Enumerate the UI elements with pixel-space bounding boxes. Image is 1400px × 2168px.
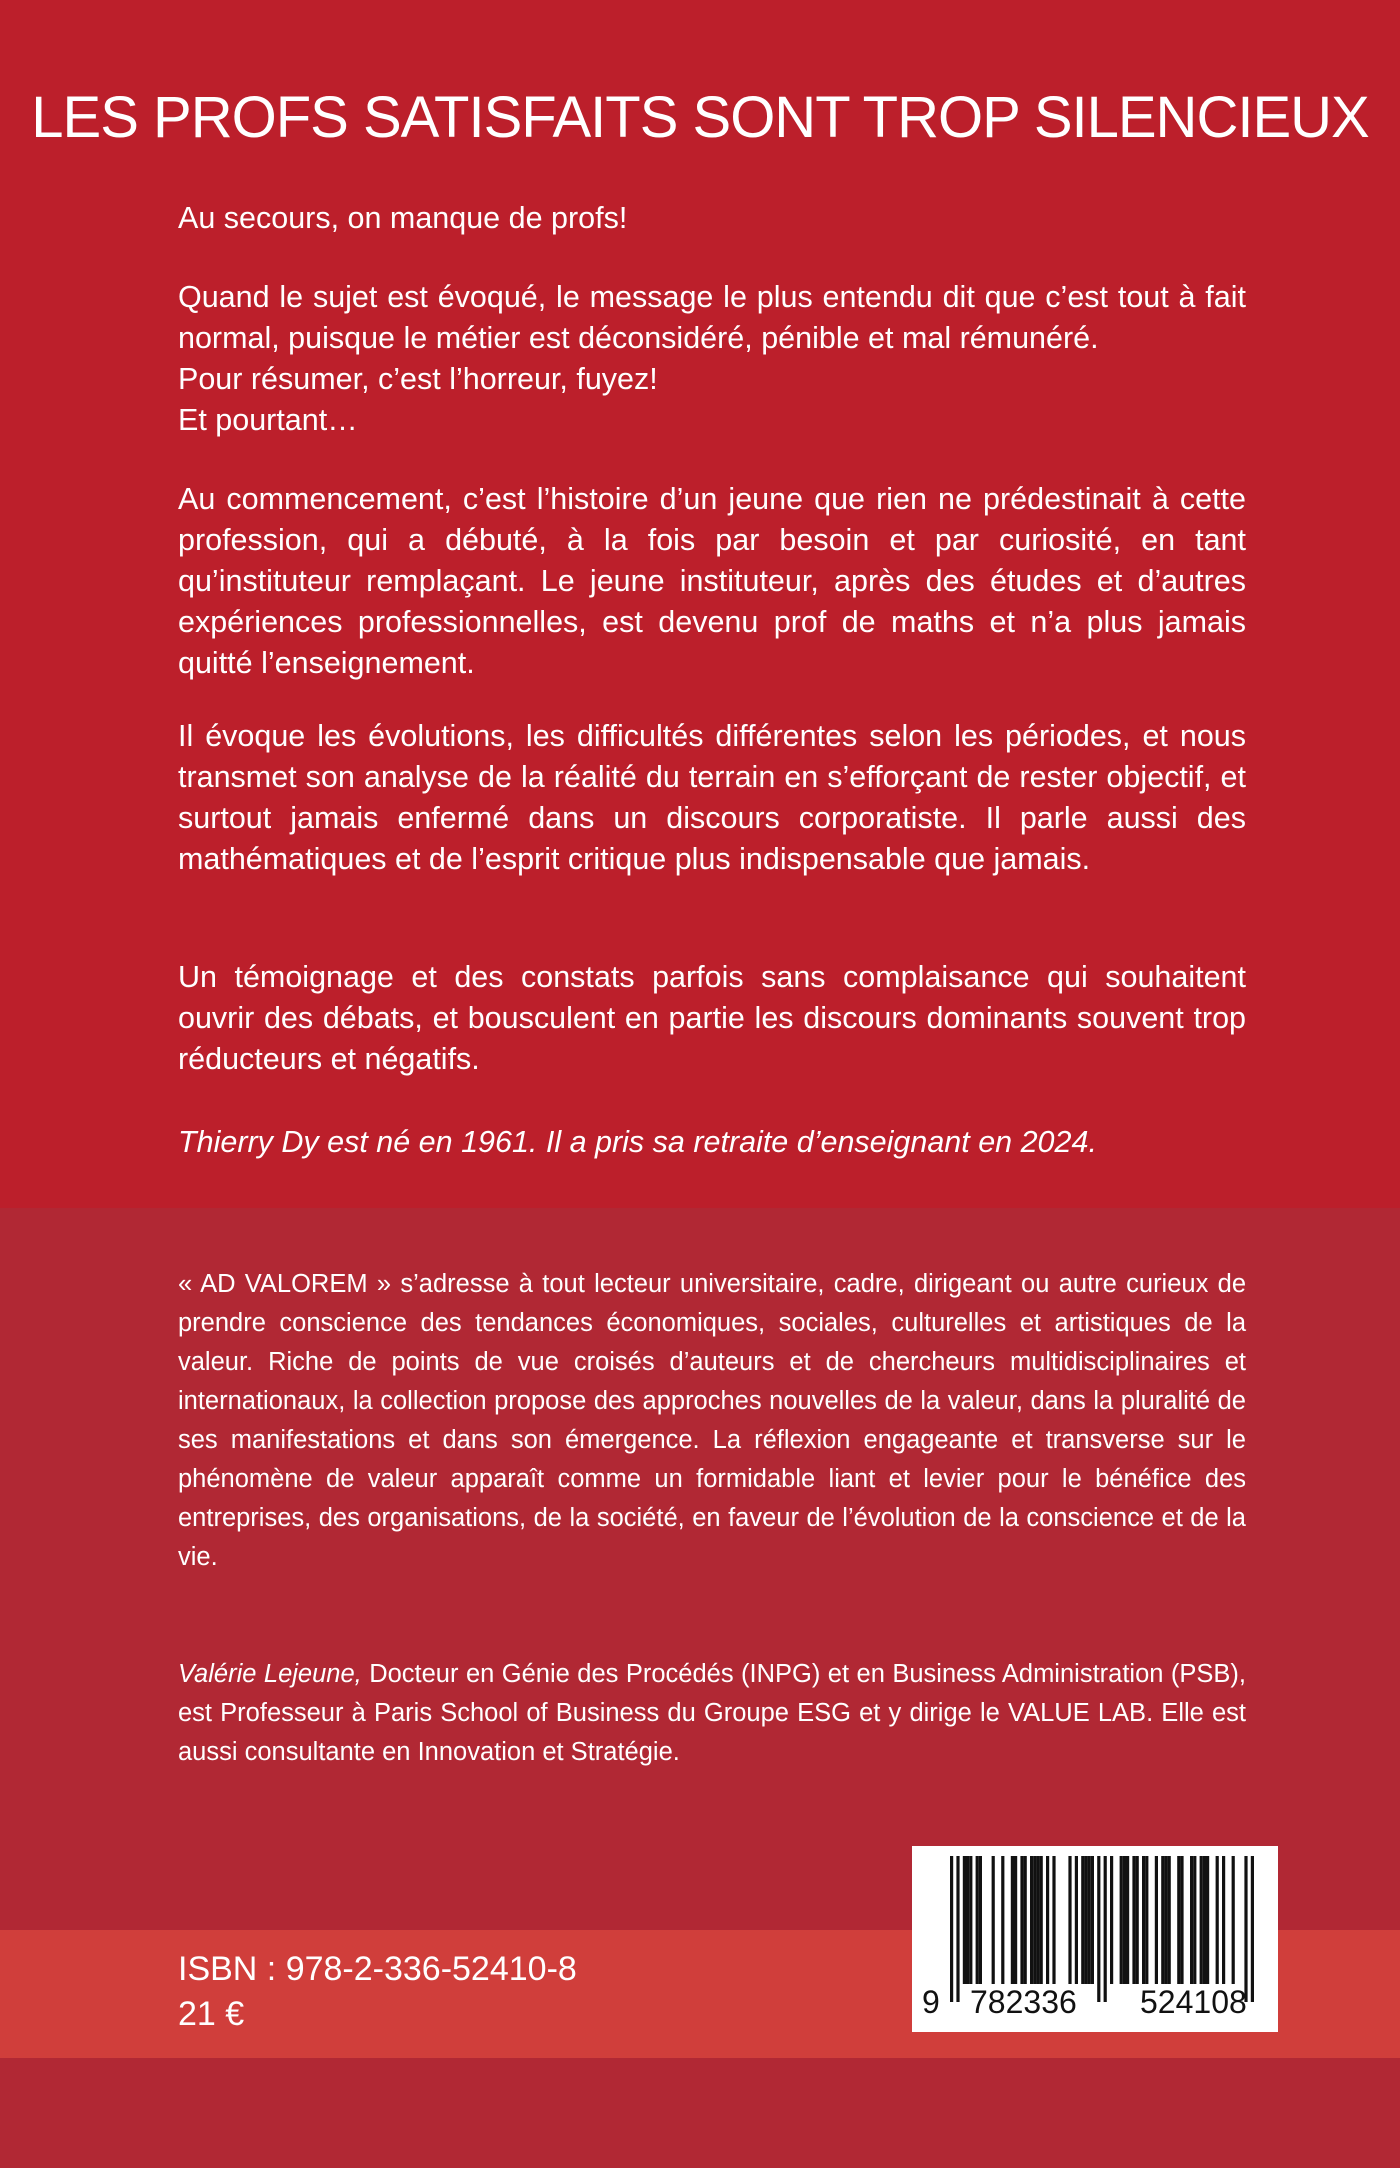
barcode-first-digit: 9 [922,1984,940,2020]
barcode-bar [1232,1856,1235,1984]
barcode-bar [1046,1856,1049,1984]
barcode-guard-bar [956,1856,959,2002]
barcode-bar [992,1856,995,1984]
summary-paragraph-5: Au commencement, c’est l’histoire d’un jeune que rien ne prédestinait à cette profession, qui a débuté, à la fois par besoin et par curiosité, en tant qu’instituteur remplaçant. Le jeune instituteur, après des études et d’autres expériences professionnelles, est devenu prof de maths et n’a plus jamais quitté l’enseignement. [178,482,1246,680]
barcode-left-group: 782336 [970,1984,1077,2020]
barcode-bar [1142,1856,1145,1984]
barcode-bar [1068,1856,1071,1984]
summary-paragraph-1: Au secours, on manque de profs! [178,201,628,235]
summary-paragraph-6: Il évoque les évolutions, les difficultés différentes selon les périodes, et nous transmet son analyse de la réalité du terrain en s’efforçant de rester objectif, et surtout jamais enfermé dans un discours corporatiste. Il parle aussi des mathématiques et de l’esprit critique plus indispensable que jamais. [178,719,1246,876]
barcode-bar [1164,1856,1167,1984]
barcode-bar [1180,1856,1183,1984]
barcode-bar [1052,1856,1055,1984]
barcode-bar [976,1856,979,1984]
summary-paragraph-2: Quand le sujet est évoqué, le message le plus entendu dit que c’est tout à fait normal, puisque le métier est déconsidéré, pénible et mal rémunéré. [178,280,1246,355]
barcode-bar [1040,1856,1043,1984]
barcode-bar [1123,1856,1126,1984]
barcode-bar [1110,1856,1113,1984]
barcode-bar [1033,1856,1036,1984]
barcode-bar [1030,1856,1033,1984]
barcode-bar [1155,1856,1158,1984]
barcode-bar [1014,1856,1017,1984]
barcode-bar [1081,1856,1084,1984]
barcode-bar [966,1856,969,1984]
price: 21 € [178,1995,245,2033]
barcode-guard-bar [1104,1856,1107,2002]
barcode-guard-bar [1244,1856,1247,2002]
series-description: « AD VALOREM » s’adresse à tout lecteur universitaire, cadre, dirigeant ou autre curieux de prendre conscience des tendances économiques, sociales, culturelles et artistiques de la valeur. Riche de points de vue croisés d’auteurs et de chercheurs multidisciplinaires et internationaux, la collection propose des approches nouvelles de la valeur, dans la pluralité de ses manifestations et dans son émergence. La réflexion engageante et transverse sur le phénomène de valeur apparaît comme un formidable liant et levier pour le bénéfice des entreprises, des organisations, de la société, en faveur de l’évolution de la conscience et de la vie. [178,1270,1246,1571]
barcode-bar [1091,1856,1094,1984]
barcode-bar [1088,1856,1091,1984]
barcode-bar [1126,1856,1129,1984]
series-director-bio: Docteur en Génie des Procédés (INPG) et en Business Administration (PSB), est Professeur à Paris School of Business du Groupe ESG et y dirige le VALUE LAB. Elle est aussi consultante en Innovation et Stratégie. [178,1660,1246,1766]
barcode-bar [1161,1856,1164,1984]
series-director-name: Valérie Lejeune, [178,1660,362,1688]
barcode-bar [1222,1856,1225,1984]
summary-paragraph-7: Un témoignage et des constats parfois sans complaisance qui souhaitent ouvrir des débats, et bousculent en partie les discours dominants souvent trop réducteurs et négatifs. [178,960,1246,1076]
barcode-bar [1011,1856,1014,1984]
barcode [912,1846,1278,2032]
barcode-bar [1206,1856,1209,1984]
barcode-bar [979,1856,982,1984]
barcode-bar [1084,1856,1087,1984]
barcode-bar [963,1856,966,1984]
barcode-bar [1020,1856,1023,1984]
barcode-bar [1136,1856,1139,1984]
barcode-bar [1145,1856,1148,1984]
barcode-bar [1168,1856,1171,1984]
series-director-note [178,1655,1246,1772]
bottom-strip [0,2058,1400,2168]
barcode-bar [1024,1856,1027,1984]
barcode-guard-bar [950,1856,953,2002]
barcode-bar [1190,1856,1193,1984]
barcode-bar [1001,1856,1004,1984]
barcode-bar [969,1856,972,1984]
barcode-bar [1216,1856,1219,1984]
barcode-guard-bar [1251,1856,1254,2002]
summary-paragraph-3: Pour résumer, c’est l’horreur, fuyez! [178,362,658,396]
summary-paragraph-4: Et pourtant… [178,403,358,437]
barcode-bar [1132,1856,1135,1984]
book-title: LES PROFS SATISFAITS SONT TROP SILENCIEUX [31,85,1369,150]
barcode-guard-bar [1097,1856,1100,2002]
barcode-bar [1193,1856,1196,1984]
barcode-bar [1036,1856,1039,1984]
barcode-right-group: 524108 [1140,1984,1247,2020]
barcode-bar [1120,1856,1123,1984]
barcode-bar [1177,1856,1180,1984]
barcode-bar [1200,1856,1203,1984]
author-note: Thierry Dy est né en 1961. Il a pris sa retraite d’enseignant en 2024. [178,1125,1097,1159]
isbn: ISBN : 978-2-336-52410-8 [178,1950,577,1988]
barcode-bar [1075,1856,1078,1984]
barcode-bar [1203,1856,1206,1984]
